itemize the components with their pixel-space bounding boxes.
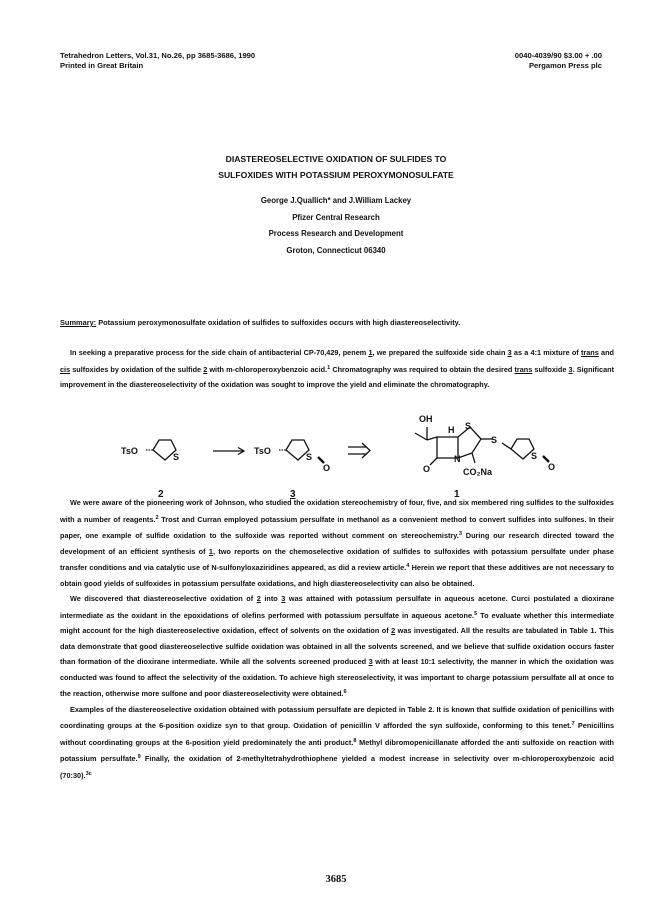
citation-superscript: 9 xyxy=(137,754,141,760)
article-title xyxy=(0,151,672,183)
oxygen-label-3: O xyxy=(323,463,331,473)
sulfur-label-2: S xyxy=(173,452,180,462)
oxygen-label-1: O xyxy=(548,462,556,472)
text-run: Herein we report that these additives are not necessary to obtain good yields of sulfoxides in potassium persulfate oxidations, and high diastereoselectivity can also be obtained. xyxy=(60,563,615,588)
page-number: 3685 xyxy=(325,874,347,885)
text-run: Examples of the diastereoselective oxidation obtained with potassium persulfate are depicted in Table 2. It is known that sulfide oxidation of penicillins with coordinating groups at the 6-position oxidize syn to that group. Oxidation of penicillin V afforded the syn sulfoxide, conforming to this tenet. xyxy=(60,704,614,730)
citation-superscript: 6 xyxy=(343,689,347,695)
compound-number-2: 2 xyxy=(158,489,164,500)
main-text xyxy=(60,495,614,783)
author-names: George J.Quallich* and J.William Lackey xyxy=(260,196,412,205)
reaction-scheme xyxy=(0,405,672,505)
compound-number-1: 1 xyxy=(454,489,460,500)
text-run: Chromatography was required to obtain the desired xyxy=(330,364,515,374)
summary xyxy=(60,318,620,327)
paragraph-2 xyxy=(60,495,614,591)
compound-ref: 1 xyxy=(368,348,373,357)
compound-number-3: 3 xyxy=(290,489,296,500)
publisher-header xyxy=(515,51,602,71)
publisher-name: Pergamon Press plc xyxy=(528,61,602,70)
text-run: , two reports on the chemoselective oxidation of sulfides to sulfoxides with potassium persulfate under phase transfer conditions and via catalytic use of N-sulfonyloxaziridines appeared, as did a review article. xyxy=(60,546,614,572)
summary-text: Potassium peroxymonosulfate oxidation of sulfides to sulfoxides occurs with high diastereoselectivity. xyxy=(96,318,461,327)
title-line-1: DIASTEREOSELECTIVE OXIDATION OF SULFIDES TO xyxy=(225,154,447,164)
compound-ref: 3 xyxy=(568,364,573,374)
text-run: To evaluate whether this intermediate might account for the high diastereoselective oxidation, effect of solvents on the oxidation of xyxy=(60,610,614,635)
tso-label-2: TsO xyxy=(121,446,138,456)
compound-ref: 2 xyxy=(203,364,208,374)
hydrogen-label: H xyxy=(448,425,455,435)
citation-superscript: 8 xyxy=(353,737,357,744)
text-run: We discovered that diastereoselective oxidation of xyxy=(70,594,257,603)
paragraph-1 xyxy=(60,345,614,393)
oh-label: OH xyxy=(419,414,433,424)
citation-superscript: 1 xyxy=(327,364,331,371)
text-run: into xyxy=(260,594,282,603)
retro-arrow-head xyxy=(362,443,370,458)
text-run: Trost and Curran employed potassium persulfate in methanol as a convenient method to convert sulfides into sulfones. In their paper, one example of sulfide oxidation to the sulfoxide was reported without comment on stereochemistry. xyxy=(60,514,614,540)
thiazoline-ring xyxy=(458,427,481,458)
compound-ref: 3 xyxy=(507,348,512,357)
text-run: sulfoxide xyxy=(532,364,569,374)
carbonyl-oxygen-label: O xyxy=(423,464,431,474)
carboxylate-bond xyxy=(472,453,475,463)
author-block xyxy=(0,193,672,259)
compound-ref: 3 xyxy=(281,594,286,603)
sulfur-label-1: S xyxy=(531,451,538,461)
text-run: was investigated. All the results are tabulated in Table 1. This data demonstrate that good diastereoselective sulfide oxidation was obtained in all the solvents screened, and we believe that sulfide oxidation occurs faster than formation of the dioxirane intermediate. While all the solvents screened produced xyxy=(60,626,614,666)
journal-citation: Tetrahedron Letters, Vol.31, No.26, pp 3685-3686, 1990 xyxy=(60,51,256,60)
citation-superscript: 3 xyxy=(458,531,462,537)
paragraph-3 xyxy=(60,591,614,702)
text-run: . Significant improvement in the diastereoselectivity of the oxidation was sought to improve the yield and eliminate the chromatography. xyxy=(60,364,615,389)
compound-ref: 2 xyxy=(391,626,396,635)
text-run: was attained with potassium persulfate in aqueous acetone. Curci postulated a dioxirane intermediate as the oxidant in the epoxidations of olefins performed with potassium persulfate in aqueous acetone. xyxy=(60,594,615,620)
citation-superscript: 4 xyxy=(406,563,410,569)
carbonyl-bond xyxy=(430,458,437,465)
affiliation-2: Process Research and Development xyxy=(268,229,404,238)
text-run: sulfoxides by oxidation of the sulfide xyxy=(70,364,204,374)
side-chain-bond-2 xyxy=(415,433,427,440)
citation-superscript: 3c xyxy=(85,770,92,777)
emphasis-trans: trans xyxy=(580,348,599,357)
text-run: , we prepared the sulfoxide side chain xyxy=(372,348,508,357)
journal-header xyxy=(60,51,255,71)
title-line-2: SULFOXIDES WITH POTASSIUM PEROXYMONOSULFATE xyxy=(218,170,454,180)
compound-ref: 2 xyxy=(256,594,261,603)
text-run: We were aware of the pioneering work of Johnson, who studied the oxidation stereochemistry of four, five, and six membered ring sulfides to the sulfoxides with a number of reagents. xyxy=(60,498,614,524)
paragraph-1-text xyxy=(60,345,614,393)
text-run: In seeking a preparative process for the side chain of antibacterial CP-70,429, penem xyxy=(70,348,369,357)
text-run: with at least 10:1 selectivity, the manner in which the oxidation was conducted was found to affect the selectivity of the oxidation. To achieve high stereoselectivity, it was important to charge potassium persulfate all at once to the reaction, otherwise more sulfone and poor diastereoselectivity were obtained. xyxy=(60,657,614,698)
affiliation-1: Pfizer Central Research xyxy=(292,212,380,222)
paragraph-4 xyxy=(60,702,614,784)
sulfur-label-linker: S xyxy=(491,435,498,445)
ring-link-bond xyxy=(502,443,511,449)
text-run: Methyl dibromopenicillanate afforded the anti sulfoxide on reaction with potassium persulfate. xyxy=(60,737,614,763)
printed-in: Printed in Great Britain xyxy=(60,61,144,70)
text-run: Penicillins without coordinating groups at the 6-position yield predominately the anti product. xyxy=(60,721,614,747)
text-run: and xyxy=(598,348,614,357)
summary-label: Summary: xyxy=(60,318,97,327)
citation-superscript: 5 xyxy=(474,610,478,617)
sulfur-label-penem: S xyxy=(465,421,472,431)
text-run: as a 4:1 mixture of xyxy=(511,348,581,357)
sulfur-label-3: S xyxy=(306,452,313,462)
citation-superscript: 2 xyxy=(155,514,159,521)
co2na-label: CO₂Na xyxy=(463,467,493,477)
text-run: Finally, the oxidation of 2-methyltetrahydrothiophene yielded a modest increase in selectivity over m-chloroperoxybenzoic acid (70:30). xyxy=(60,754,615,780)
side-chain-bond xyxy=(427,437,437,440)
text-run: During our research directed toward the development of an efficient synthesis of xyxy=(60,531,614,556)
compound-ref: 1 xyxy=(208,546,213,556)
affiliation-3: Groton, Connecticut 06340 xyxy=(286,245,386,255)
emphasis-cis: cis xyxy=(60,364,71,374)
text-run: with m-chloroperoxybenzoic acid. xyxy=(207,364,328,374)
citation-superscript: 7 xyxy=(571,721,575,727)
emphasis-trans: trans xyxy=(514,364,533,374)
tso-label-3: TsO xyxy=(254,446,271,456)
nitrogen-label: N xyxy=(454,454,461,464)
article-code: 0040-4039/90 $3.00 + .00 xyxy=(514,51,602,60)
compound-ref: 3 xyxy=(368,657,373,666)
